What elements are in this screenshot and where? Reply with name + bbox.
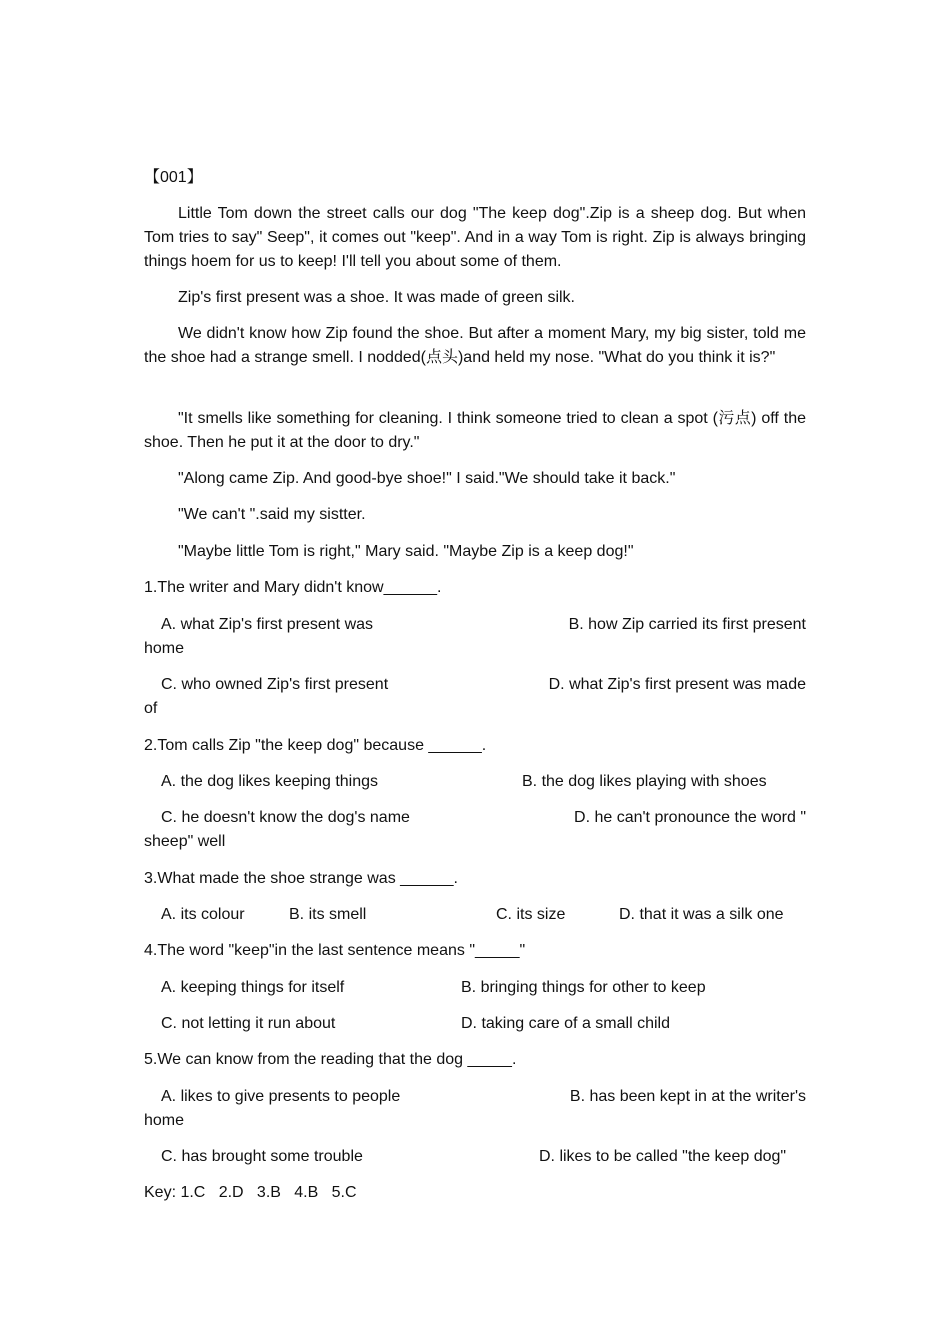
question-1-option-d: D. what Zip's first present was made	[548, 676, 806, 693]
question-4-stem: 4.The word "keep"in the last sentence means "_____"	[144, 942, 526, 959]
question-1-options-cd	[144, 673, 806, 721]
question-1-option-d-continued: of	[144, 700, 158, 717]
passage-paragraph-2: Zip's first present was a shoe. It was made of green silk.	[178, 289, 575, 306]
passage-paragraph-4: "It smells like something for cleaning. I think someone tried to clean a spot (污点) off the shoe. Then he put it at the door to dry."	[144, 410, 806, 451]
passage-paragraph-5: "Along came Zip. And good-bye shoe!" I said."We should take it back."	[178, 470, 676, 487]
question-4-option-b: B. bringing things for other to keep	[461, 979, 706, 996]
question-2-stem: 2.Tom calls Zip "the keep dog" because ______.	[144, 737, 487, 754]
question-1-options-ab	[144, 613, 806, 661]
question-1-stem: 1.The writer and Mary didn't know______.	[144, 579, 442, 596]
question-5-option-b: B. has been kept in at the writer's	[569, 1088, 806, 1105]
passage-paragraph-3: We didn't know how Zip found the shoe. But after a moment Mary, my big sister, told me the shoe had a strange smell. I nodded(点头)and held my nose. "What do you think it is?"	[144, 325, 806, 366]
question-2-option-b: B. the dog likes playing with shoes	[522, 773, 767, 790]
question-5-option-b-continued: home	[144, 1112, 185, 1129]
passage-paragraph-1: Little Tom down the street calls our dog "The keep dog".Zip is a sheep dog. But when Tom tries to say" Seep", it comes out "keep". And in a way Tom is right. Zip is always bringing things hoem for us to keep! I'll tell you about some of them.	[144, 205, 806, 270]
question-3-option-a: A. its colour	[161, 906, 245, 923]
question-5-option-a: A. likes to give presents to people	[161, 1088, 401, 1105]
question-5-option-c: C. has brought some trouble	[161, 1148, 363, 1165]
question-2-option-d: D. he can't pronounce the word "	[574, 809, 806, 826]
question-1-option-a: A. what Zip's first present was	[161, 616, 374, 633]
section-heading: 【001】	[144, 169, 203, 186]
question-2-options-cd	[144, 806, 806, 854]
answer-key: Key: 1.C 2.D 3.B 4.B 5.C	[144, 1184, 357, 1201]
question-1-option-b-continued: home	[144, 640, 185, 657]
question-2-option-c: C. he doesn't know the dog's name	[161, 809, 410, 826]
question-3-option-b: B. its smell	[289, 906, 367, 923]
question-4-option-a: A. keeping things for itself	[161, 979, 345, 996]
question-4-option-d: D. taking care of a small child	[461, 1015, 670, 1032]
passage-paragraph-6: "We can't ".said my sistter.	[178, 506, 366, 523]
question-2-option-a: A. the dog likes keeping things	[161, 773, 379, 790]
question-5-options-ab	[144, 1085, 806, 1133]
question-5-stem: 5.We can know from the reading that the dog _____.	[144, 1051, 517, 1068]
question-3-option-d: D. that it was a silk one	[619, 906, 784, 923]
question-1-option-b: B. how Zip carried its first present	[568, 616, 806, 633]
question-1-option-c: C. who owned Zip's first present	[161, 676, 389, 693]
question-5-option-d: D. likes to be called "the keep dog"	[539, 1148, 787, 1165]
question-4-option-c: C. not letting it run about	[161, 1015, 336, 1032]
passage-paragraph-7: "Maybe little Tom is right," Mary said. "Maybe Zip is a keep dog!"	[178, 543, 634, 560]
question-3-option-c: C. its size	[496, 906, 566, 923]
question-3-stem: 3.What made the shoe strange was ______.	[144, 870, 458, 887]
question-2-option-d-continued: sheep" well	[144, 833, 226, 850]
